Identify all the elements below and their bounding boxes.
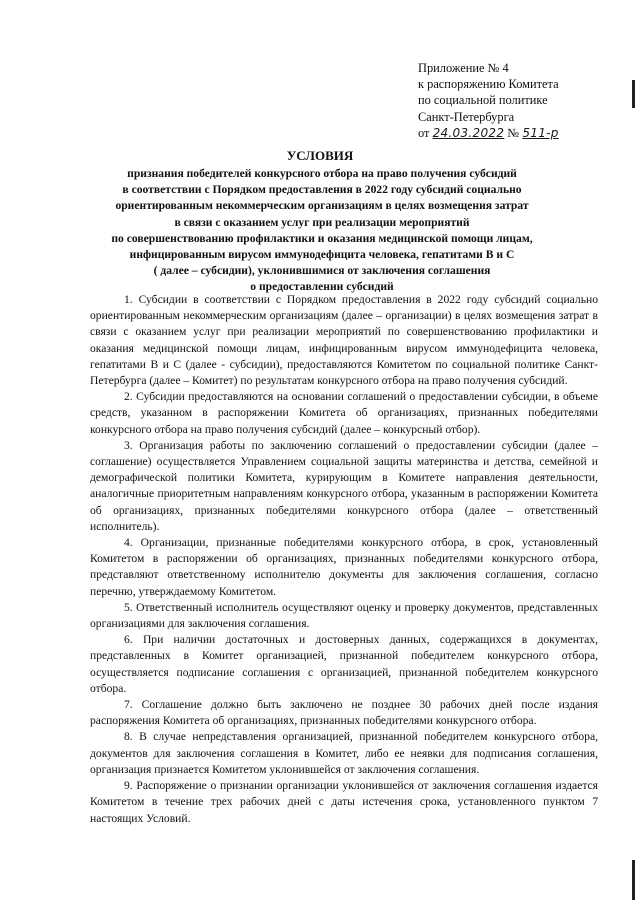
appendix-block <box>418 60 618 141</box>
subtitle-line: в связи с оказанием услуг при реализации мероприятий <box>174 215 470 229</box>
paragraph-8: 8. В случае непредставления организацией, признанной победителем конкурсного отбора, документов для заключения соглашения в Комитет, либо ее неявки для подписания соглашения, организация признается Комитетом уклонившейся от заключения соглашения. <box>90 730 598 776</box>
date-prefix: от <box>418 125 430 140</box>
appendix-city: Санкт-Петербурга <box>418 109 515 124</box>
number-prefix: № <box>507 125 520 140</box>
paragraph-1: 1. Субсидии в соответствии с Порядком предоставления в 2022 году субсидий социально ориентированным некоммерческим организациям (далее – организации) в целях возмещения затрат в связи с оказанием услуг при реализации мероприятий по совершенствованию профилактики и оказания медицинской помощи лицам, инфицированным вирусом иммунодефицита человека, гепатитами В и С (далее - субсидии), предоставляются Комитетом по социальной политике Санкт-Петербурга (далее – Комитет) по результатам конкурсного отбора на право получения субсидий. <box>90 293 598 388</box>
subtitle-line: признания победителей конкурсного отбора на право получения субсидий <box>127 167 517 180</box>
document-subtitle <box>80 166 564 296</box>
appendix-committee: по социальной политике <box>418 93 548 108</box>
subtitle-line: ориентированным некоммерческим организациям в целях возмещения затрат <box>115 199 529 213</box>
subtitle-line: в соответствии с Порядком предоставления в 2022 году субсидий социально <box>122 183 522 197</box>
appendix-number: Приложение № 4 <box>418 61 509 75</box>
subtitle-line: инфицированным вирусом иммунодефицита человека, гепатитами В и С <box>129 248 515 262</box>
paragraph-6: 6. При наличии достаточных и достоверных данных, содержащихся в документах, представленных в Комитет организацией, признанной победителем конкурсного отбора, осуществляется подписание соглашения с организацией, признанной победителем конкурсного отбора. <box>90 633 598 695</box>
paragraph-2: 2. Субсидии предоставляются на основании соглашений о предоставлении субсидии, в объеме средств, указанном в распоряжении Комитета об организациях, признанных победителями конкурсного отбора на право получения субсидий (далее – конкурсный отбор). <box>90 390 598 436</box>
document-title: УСЛОВИЯ <box>286 148 354 163</box>
appendix-order-ref: к распоряжению Комитета <box>418 77 559 92</box>
paragraph-9: 9. Распоряжение о признании организации уклонившейся от заключения соглашения издается Комитетом в течение трех рабочих дней с даты истечения срока, установленного пунктом 7 настоящих Условий. <box>90 779 598 825</box>
paragraph-4: 4. Организации, признанные победителями конкурсного отбора, в срок, установленный Комитетом в распоряжении об организациях, признанных победителями конкурсного отбора, представляют ответственному исполнителю документы для заключения соглашения, согласно перечню, утверждаемому Комитетом. <box>90 536 598 598</box>
appendix-date-line <box>418 125 618 141</box>
scan-edge-mark <box>632 80 635 108</box>
scan-edge-mark <box>632 860 635 900</box>
paragraph-5: 5. Ответственный исполнитель осуществляют оценку и проверку документов, представленных организациями для заключения соглашения. <box>90 600 598 631</box>
paragraph-7: 7. Соглашение должно быть заключено не позднее 30 рабочих дней после издания распоряжения Комитета об организациях, признанных победителями конкурсного отбора. <box>90 698 598 728</box>
subtitle-line: о предоставлении субсидий <box>250 280 394 294</box>
handwritten-number: 511-р <box>522 125 559 140</box>
subtitle-line: ( далее – субсидии), уклонившимися от заключения соглашения <box>153 264 491 278</box>
handwritten-date: 24.03.2022 <box>432 125 505 140</box>
subtitle-line: по совершенствованию профилактики и оказания медицинской помощи лицам, <box>111 231 533 245</box>
document-body <box>90 292 598 827</box>
paragraph-3: 3. Организация работы по заключению соглашений о предоставлении субсидии (далее – соглашение) осуществляется Управлением социальной защиты материнства и детства, семейной и демографической политики Комитета, курирующим в Комитете направления деятельности, аналогичные приоритетным направлениям конкурсного отбора, указанным в распоряжении Комитета об организациях, признанных победителями конкурсного отбора (далее – ответственный исполнитель). <box>90 438 598 533</box>
